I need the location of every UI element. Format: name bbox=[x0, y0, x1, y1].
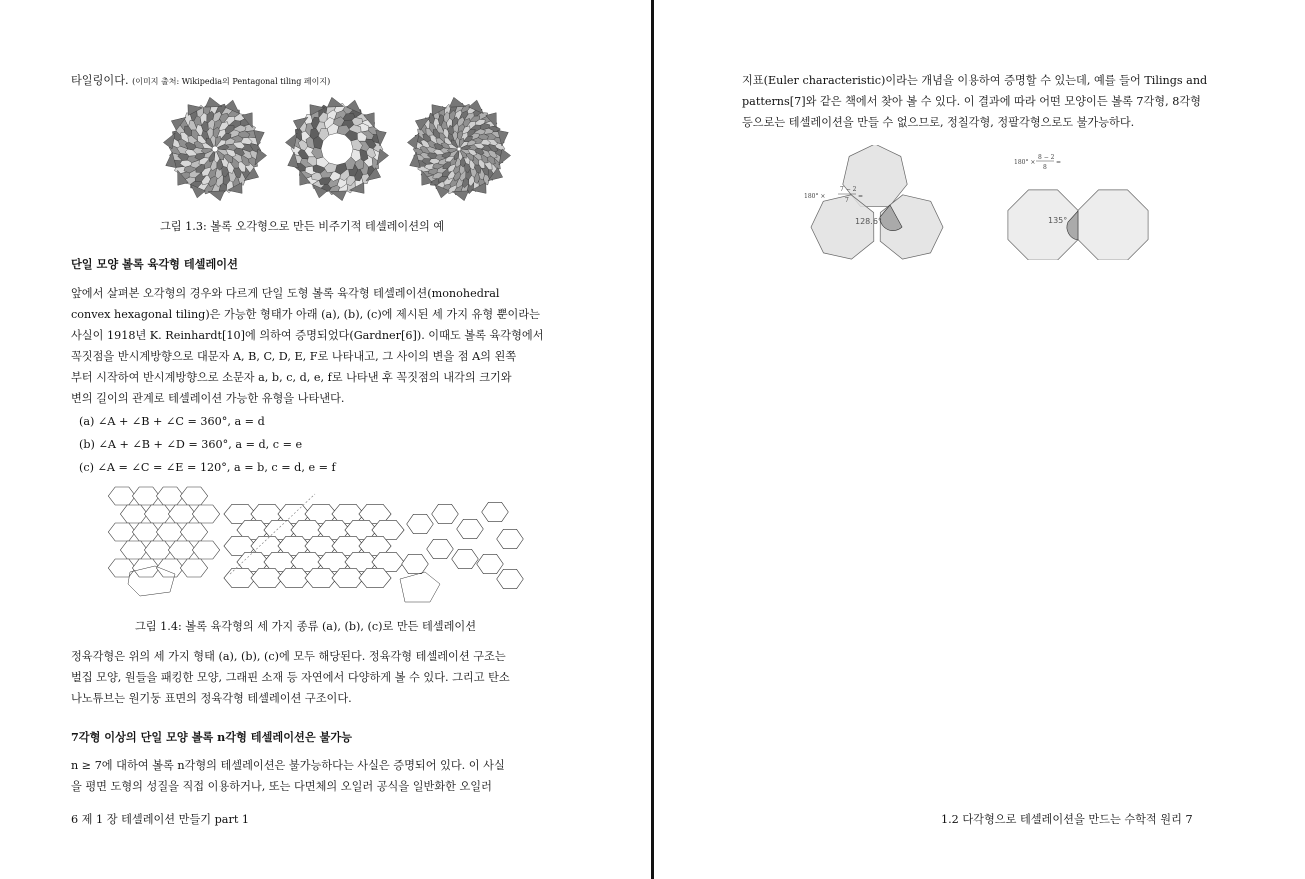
pentagon-tile bbox=[327, 97, 343, 107]
hexagon-tile bbox=[497, 569, 524, 588]
hexagon-tile bbox=[156, 487, 183, 505]
hexagon-tile bbox=[108, 487, 135, 505]
para-1-line-3: 사실이 1918년 K. Reinhardt[10]에 의하여 증명되었다(Gardner[6]). 이때도 볼록 육각형에서 bbox=[71, 329, 544, 342]
intro-line bbox=[71, 70, 330, 92]
para-2-line-3: 나노튜브는 원기둥 표면의 정육각형 테셀레이션 구조이다. bbox=[71, 692, 352, 705]
heptagon-angle-figure bbox=[800, 145, 970, 270]
section-1-title: 단일 모양 볼록 육각형 테셀레이션 bbox=[71, 257, 238, 271]
para-1-line-1: 앞에서 살펴본 오각형의 경우와 다르게 단일 도형 볼록 육각형 테셀레이션(monohedral bbox=[71, 287, 500, 300]
condition-b: (b) ∠A + ∠B + ∠D = 360°, a = d, c = e bbox=[79, 438, 303, 451]
hexagon-tile bbox=[452, 549, 479, 568]
left-footer: 6 제 1 장 테셀레이션 만들기 part 1 bbox=[71, 813, 249, 826]
heptagon-angle-label: 128.6° bbox=[855, 217, 882, 226]
pentagon-tile bbox=[449, 97, 465, 107]
right-para-line-3: 등으로는 테셀레이션을 만들 수 없으므로, 정칠각형, 정팔각형으로도 불가능하다. bbox=[742, 116, 1135, 129]
right-page bbox=[654, 0, 1305, 879]
hexagon-tile bbox=[497, 529, 524, 548]
rosette-2 bbox=[285, 97, 388, 200]
octagon-angle-figure bbox=[1006, 150, 1156, 260]
hexagon-tile bbox=[144, 505, 171, 523]
hexagon-tile bbox=[432, 504, 459, 523]
hexagon-tile bbox=[457, 519, 484, 538]
figure-1-3-pentagonal-tilings bbox=[155, 96, 515, 202]
reference-hexagon bbox=[400, 572, 440, 602]
para-2-line-2: 벌집 모양, 원들을 패킹한 모양, 그래핀 소재 등 자연에서 다양하게 볼 수 있다. 그리고 탄소 bbox=[71, 671, 510, 684]
hexagon-tile bbox=[108, 559, 135, 577]
hexagon-tile bbox=[144, 541, 171, 559]
right-footer: 1.2 다각형으로 테셀레이션을 만드는 수학적 원리 7 bbox=[941, 813, 1193, 826]
image-source-note: (이미지 출처: Wikipedia의 Pentagonal tiling 페이지) bbox=[132, 77, 331, 86]
octagon-formula-suffix: = bbox=[1056, 159, 1062, 166]
hexagon-tile bbox=[477, 554, 504, 573]
heptagon-formula-suffix: = bbox=[858, 193, 864, 200]
pentagon-tile bbox=[452, 191, 468, 201]
hexagon-tile bbox=[180, 559, 207, 577]
hexagon-tile bbox=[427, 539, 454, 558]
right-para-line-2: patterns[7]와 같은 책에서 찾아 볼 수 있다. 이 결과에 따라 어떤 모양이든 볼록 7각형, 8각형 bbox=[742, 95, 1201, 108]
octagon-angle-label: 135° bbox=[1048, 216, 1068, 225]
right-para-line-1: 지표(Euler characteristic)이라는 개념을 이용하여 증명할 수 있는데, 예를 들어 Tilings and bbox=[742, 74, 1208, 87]
hexagon-tile bbox=[156, 523, 183, 541]
hexagon-tile bbox=[132, 487, 159, 505]
pentagon-tile bbox=[208, 191, 224, 201]
tiling-type-b bbox=[224, 494, 404, 588]
para-2-line-1: 정육각형은 위의 세 가지 형태 (a), (b), (c)에 모두 해당된다. 정육각형 테셀레이션 구조는 bbox=[71, 650, 506, 663]
hexagon-tile bbox=[402, 554, 429, 573]
left-page bbox=[0, 0, 651, 879]
hexagon-tile bbox=[180, 523, 207, 541]
hexagon-tile bbox=[482, 502, 509, 521]
figure-1-3-caption: 그림 1.3: 볼록 오각형으로 만든 비주기적 테셀레이션의 예 bbox=[160, 220, 445, 233]
figure-1-4-hexagonal-tilings bbox=[100, 484, 530, 610]
section-2-title: 7각형 이상의 단일 모양 볼록 n각형 테셀레이션은 불가능 bbox=[71, 730, 352, 744]
rosette-3 bbox=[407, 97, 510, 200]
hexagon-tile bbox=[407, 514, 434, 533]
para-1-line-2: convex hexagonal tiling)은 가능한 형태가 아래 (a), (b), (c)에 제시된 세 가지 유형 뿐이라는 bbox=[71, 308, 540, 321]
heptagon-formula-prefix: 180° × bbox=[804, 193, 826, 200]
hexagon-tile bbox=[168, 541, 195, 559]
condition-c: (c) ∠A = ∠C = ∠E = 120°, a = b, c = d, e = f bbox=[79, 461, 336, 474]
tiling-type-a bbox=[108, 487, 219, 596]
hexagon-tile bbox=[120, 505, 147, 523]
para-1-line-4: 꼭짓점을 반시계방향으로 대문자 A, B, C, D, E, F로 나타내고, 그 사이의 변을 점 A의 왼쪽 bbox=[71, 350, 517, 363]
condition-a: (a) ∠A + ∠B + ∠C = 360°, a = d bbox=[79, 415, 265, 428]
hexagon-tile bbox=[108, 523, 135, 541]
heptagon-formula-num: 7 − 2 bbox=[840, 186, 857, 193]
para-3-line-2: 을 평면 도형의 성질을 직접 이용하거나, 또는 다면체의 오일러 공식을 일반화한 오일러 bbox=[71, 780, 492, 793]
figure-1-4-caption: 그림 1.4: 볼록 육각형의 세 가지 종류 (a), (b), (c)로 만든 테셀레이션 bbox=[135, 620, 477, 633]
octagon-formula-den: 8 bbox=[1043, 164, 1047, 171]
rosette-1 bbox=[163, 97, 266, 200]
para-1-line-6: 변의 길이의 관계로 테셀레이션 가능한 유형을 나타낸다. bbox=[71, 392, 345, 405]
hexagon-tile bbox=[132, 523, 159, 541]
para-1-line-5: 부터 시작하여 반시계방향으로 소문자 a, b, c, d, e, f로 나타낸 후 꼭짓점의 내각의 크기와 bbox=[71, 371, 512, 384]
hexagon-tile bbox=[192, 505, 219, 523]
octagon bbox=[1078, 190, 1148, 260]
hexagon-tile bbox=[180, 487, 207, 505]
octagon-formula-prefix: 180° × bbox=[1014, 159, 1036, 166]
heptagon-formula-den: 7 bbox=[845, 197, 849, 204]
intro-text: 타일링이다. bbox=[71, 74, 129, 87]
pentagon-tile bbox=[330, 191, 346, 201]
hexagon-tile bbox=[120, 541, 147, 559]
tiling-type-c bbox=[400, 502, 523, 602]
octagon-formula-num: 8 − 2 bbox=[1038, 154, 1055, 161]
pentagon-tile bbox=[205, 97, 221, 107]
para-3-line-1: n ≥ 7에 대하여 볼록 n각형의 테셀레이션은 불가능하다는 사실은 증명되어 있다. 이 사실 bbox=[71, 759, 505, 772]
hexagon-tile bbox=[168, 505, 195, 523]
hexagon-tile bbox=[192, 541, 219, 559]
